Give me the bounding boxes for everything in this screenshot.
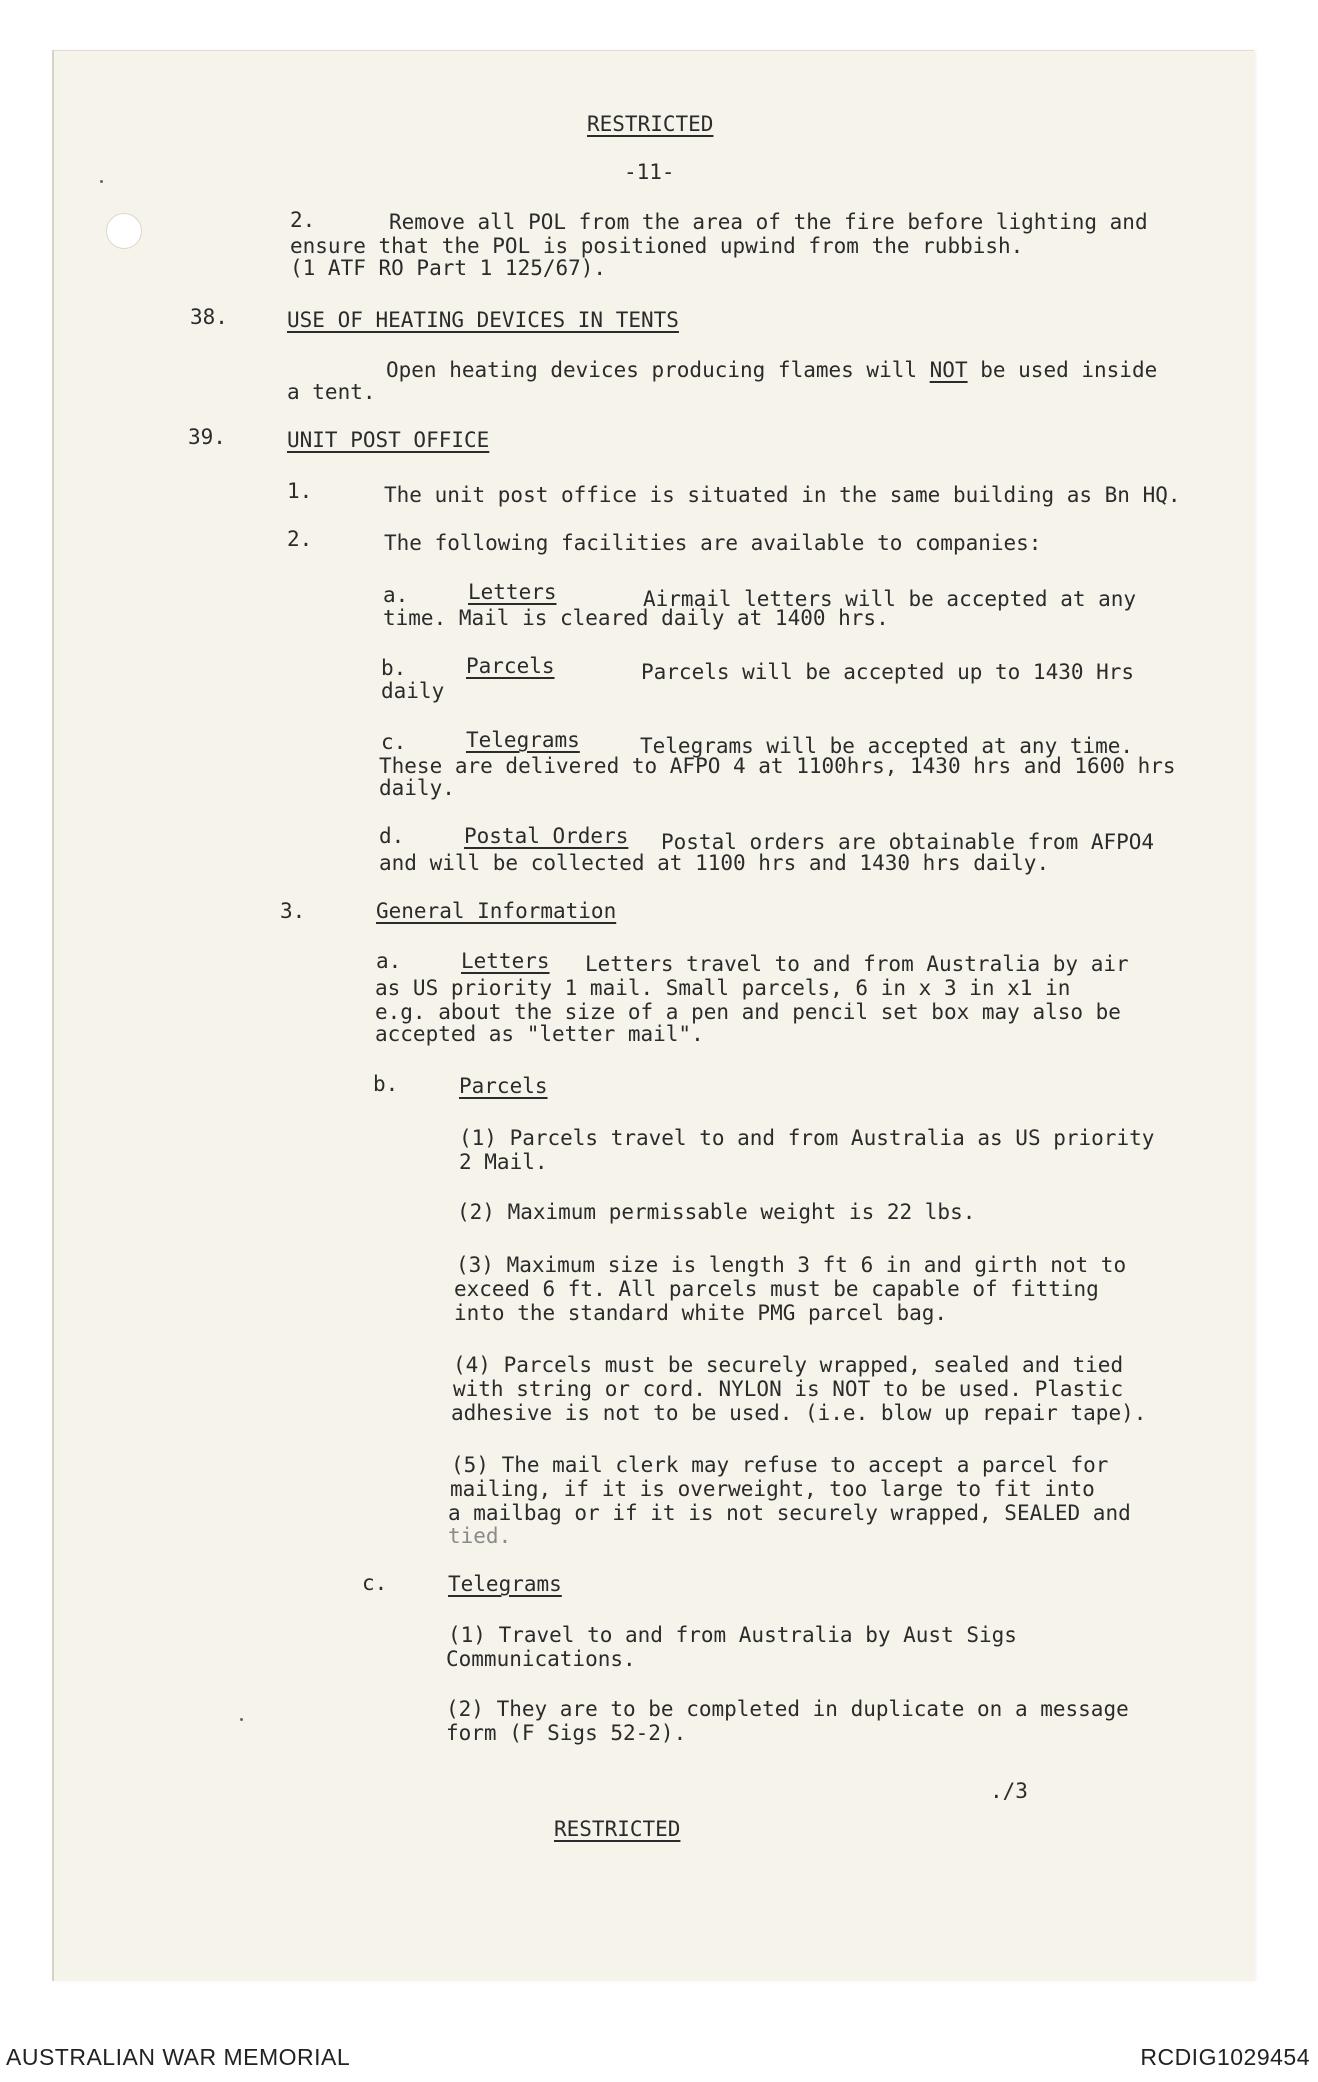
- item-text: Parcels will be accepted up to 1430 Hrs: [641, 660, 1135, 684]
- para-text: The following facilities are available to companies:: [384, 531, 1042, 555]
- para-text: (1 ATF RO Part 1 125/67).: [290, 256, 607, 280]
- item-text: e.g. about the size of a pen and pencil set box may also be: [375, 1000, 1121, 1024]
- speck: [100, 180, 103, 183]
- item-title: Letters: [468, 580, 557, 604]
- archive-label-left: AUSTRALIAN WAR MEMORIAL: [6, 2044, 351, 2070]
- item-text: as US priority 1 mail. Small parcels, 6 in x 3 in x1 in: [375, 976, 1071, 1000]
- page-number: -11-: [624, 160, 675, 184]
- item-label: d.: [379, 824, 405, 848]
- para-number: 1.: [287, 479, 313, 503]
- item-text: and will be collected at 1100 hrs and 1430 hrs daily.: [379, 851, 1050, 875]
- item-text: daily.: [379, 776, 455, 800]
- para-text: The unit post office is situated in the same building as Bn HQ.: [384, 483, 1181, 507]
- item-text: Postal orders are obtainable from AFPO4: [661, 830, 1155, 854]
- sub-item-text: (1) Parcels travel to and from Australia as US priority: [459, 1126, 1155, 1150]
- sub-item-text: exceed 6 ft. All parcels must be capable of fitting: [454, 1277, 1099, 1301]
- sub-item-text: with string or cord. NYLON is NOT to be used. Plastic: [453, 1377, 1124, 1401]
- section-number: 38.: [190, 305, 228, 329]
- sub-item-text: 2 Mail.: [459, 1150, 548, 1174]
- sub-item-text: a mailbag or if it is not securely wrapped, SEALED and: [448, 1501, 1131, 1525]
- item-label: c.: [381, 730, 407, 754]
- sub-item-text: (1) Travel to and from Australia by Aust Sigs: [448, 1623, 1017, 1647]
- para-number: 2.: [287, 527, 313, 551]
- continuation-marker: ./3: [990, 1779, 1028, 1803]
- sub-item-text: (2) They are to be completed in duplicate on a message: [446, 1697, 1129, 1721]
- sub-item-text: mailing, if it is overweight, too large to fit into: [450, 1477, 1095, 1501]
- sub-item-text: tied.: [448, 1524, 512, 1548]
- item-title: Postal Orders: [464, 824, 629, 848]
- sub-item-text: (4) Parcels must be securely wrapped, sealed and tied: [453, 1353, 1124, 1377]
- sub-item-text: Communications.: [446, 1647, 636, 1671]
- item-title: Letters: [461, 949, 550, 973]
- punch-hole: [106, 213, 142, 249]
- item-label: b.: [381, 656, 407, 680]
- para-text: a tent.: [287, 380, 376, 404]
- sub-item-text: (2) Maximum permissable weight is 22 lbs.: [457, 1200, 976, 1224]
- item-text: Telegrams will be accepted at any time.: [640, 734, 1134, 758]
- section-title: UNIT POST OFFICE: [287, 428, 490, 452]
- item-label: c.: [362, 1571, 388, 1595]
- para-text: ensure that the POL is positioned upwind from the rubbish.: [290, 234, 1024, 258]
- item-text: time. Mail is cleared daily at 1400 hrs.: [383, 606, 889, 630]
- sub-item-text: form (F Sigs 52-2).: [446, 1721, 687, 1745]
- header-classification: RESTRICTED: [587, 112, 714, 136]
- para-text: Remove all POL from the area of the fire before lighting and: [389, 210, 1148, 234]
- archive-label-right: RCDIG1029454: [1140, 2044, 1310, 2070]
- item-text: Letters travel to and from Australia by air: [585, 952, 1129, 976]
- footer-classification: RESTRICTED: [554, 1817, 681, 1841]
- item-label: a.: [376, 949, 402, 973]
- item-title: Parcels: [459, 1074, 548, 1098]
- item-text: daily: [381, 679, 445, 703]
- para-title: General Information: [376, 899, 617, 923]
- section-title: USE OF HEATING DEVICES IN TENTS: [287, 308, 679, 332]
- sub-item-text: adhesive is not to be used. (i.e. blow up repair tape).: [451, 1401, 1147, 1425]
- item-text: Airmail letters will be accepted at any: [643, 587, 1137, 611]
- para-number: 3.: [280, 899, 306, 923]
- para-number: 2.: [290, 208, 316, 232]
- item-text: accepted as "letter mail".: [375, 1022, 704, 1046]
- item-text: These are delivered to AFPO 4 at 1100hrs, 1430 hrs and 1600 hrs: [379, 754, 1176, 778]
- item-title: Telegrams: [448, 1572, 562, 1596]
- sub-item-text: (5) The mail clerk may refuse to accept a parcel for: [451, 1453, 1109, 1477]
- item-label: b.: [373, 1072, 399, 1096]
- emphasis-not: NOT: [929, 358, 968, 382]
- sub-item-text: (3) Maximum size is length 3 ft 6 in and girth not to: [456, 1253, 1127, 1277]
- item-title: Telegrams: [466, 728, 580, 752]
- para-text: Open heating devices producing flames will NOT be used inside: [386, 358, 1158, 382]
- sub-item-text: into the standard white PMG parcel bag.: [454, 1301, 948, 1325]
- section-number: 39.: [188, 425, 226, 449]
- item-title: Parcels: [466, 654, 555, 678]
- item-label: a.: [383, 583, 409, 607]
- speck: [240, 1718, 243, 1721]
